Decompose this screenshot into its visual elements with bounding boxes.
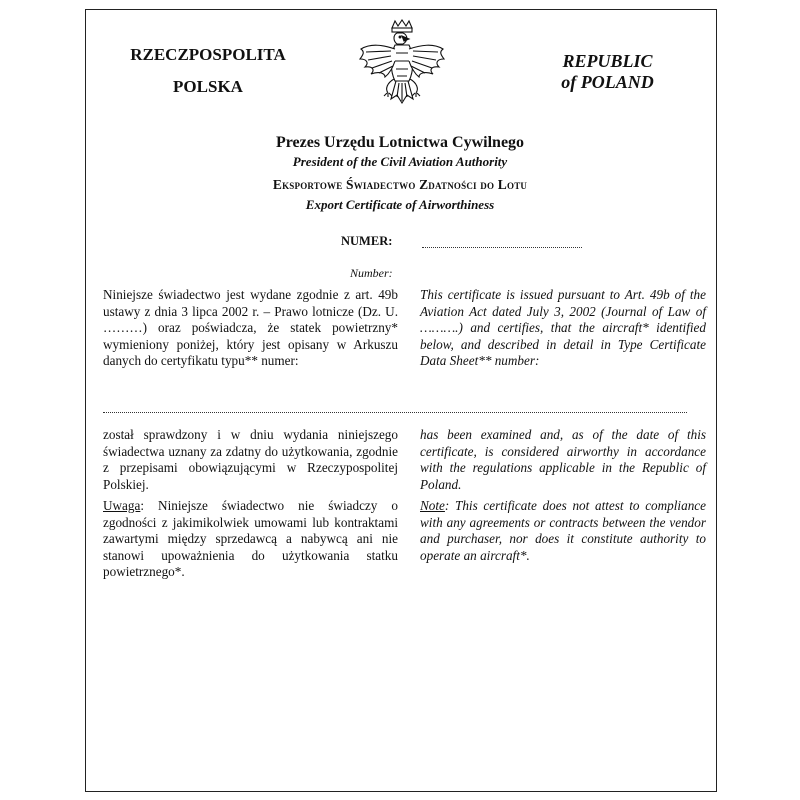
header-en-line1: REPUBLIC (562, 51, 653, 71)
authority-title-en: President of the Civil Aviation Authority (292, 154, 508, 169)
note-label-pl: Uwaga (103, 498, 141, 513)
note-label-en: Note (420, 498, 445, 513)
number-label-pl: NUMER: (341, 234, 393, 248)
intro-text-en: This certificate is issued pursuant to Art. 49b of the Aviation Act dated July 3, 2002 (Journal of Law of ……….) and certifies, that the aircraft* identified below, and described in detail in Type Certificate Data Sheet** number: (420, 287, 706, 369)
note-en (420, 498, 706, 564)
statement-text-pl: został sprawdzony i w dniu wydania niniejszego świadectwa uznany za zdatny do użytkowania, zgodnie z przepisami obowiązującymi w Rzeczypospolitej Polskiej. (103, 427, 398, 492)
note-pl (103, 498, 398, 581)
header-en-line2: of POLAND (561, 72, 654, 92)
header-pl-line2: POLSKA (173, 77, 243, 96)
note-text-en: : This certificate does not attest to compliance with any agreements or contracts between the vendor and purchaser, nor does it constitute authority to operate an aircraft*. (420, 498, 706, 563)
intro-text-pl: Niniejsze świadectwo jest wydane zgodnie z art. 49b ustawy z dnia 3 lipca 2002 r. – Prawo lotnicze (Dz. U. ………) oraz poświadcza, że statek powietrzny* wymieniony poniżej, który jest opisany w Arkuszu danych do certyfikatu typu** numer: (103, 287, 398, 369)
type-certificate-number-field[interactable] (103, 404, 687, 413)
number-label-en: Number: (350, 266, 393, 280)
note-text-pl: : Niniejsze świadectwo nie świadczy o zgodności z jakimikolwiek umowami lub kontraktami zawartymi między sprzedawcą a nabywcą ani nie stanowi upoważnienia do użytkowania statku powietrznego*. (103, 498, 398, 580)
number-field[interactable] (422, 238, 582, 248)
statement-text-en: has been examined and, as of the date of this certificate, is considered airworthy in accordance with the regulations applicable in the Republic of Poland. (420, 427, 706, 492)
authority-title-pl: Prezes Urzędu Lotnictwa Cywilnego (275, 134, 525, 151)
white-eagle-emblem-icon (357, 19, 447, 117)
certificate-title-pl: Eksportowe Świadectwo Zdatności do Lotu (272, 177, 528, 192)
certificate-page (85, 9, 717, 792)
header-pl-line1: RZECZPOSPOLITA (130, 45, 286, 64)
certificate-title-en: Export Certificate of Airworthiness (305, 197, 495, 212)
